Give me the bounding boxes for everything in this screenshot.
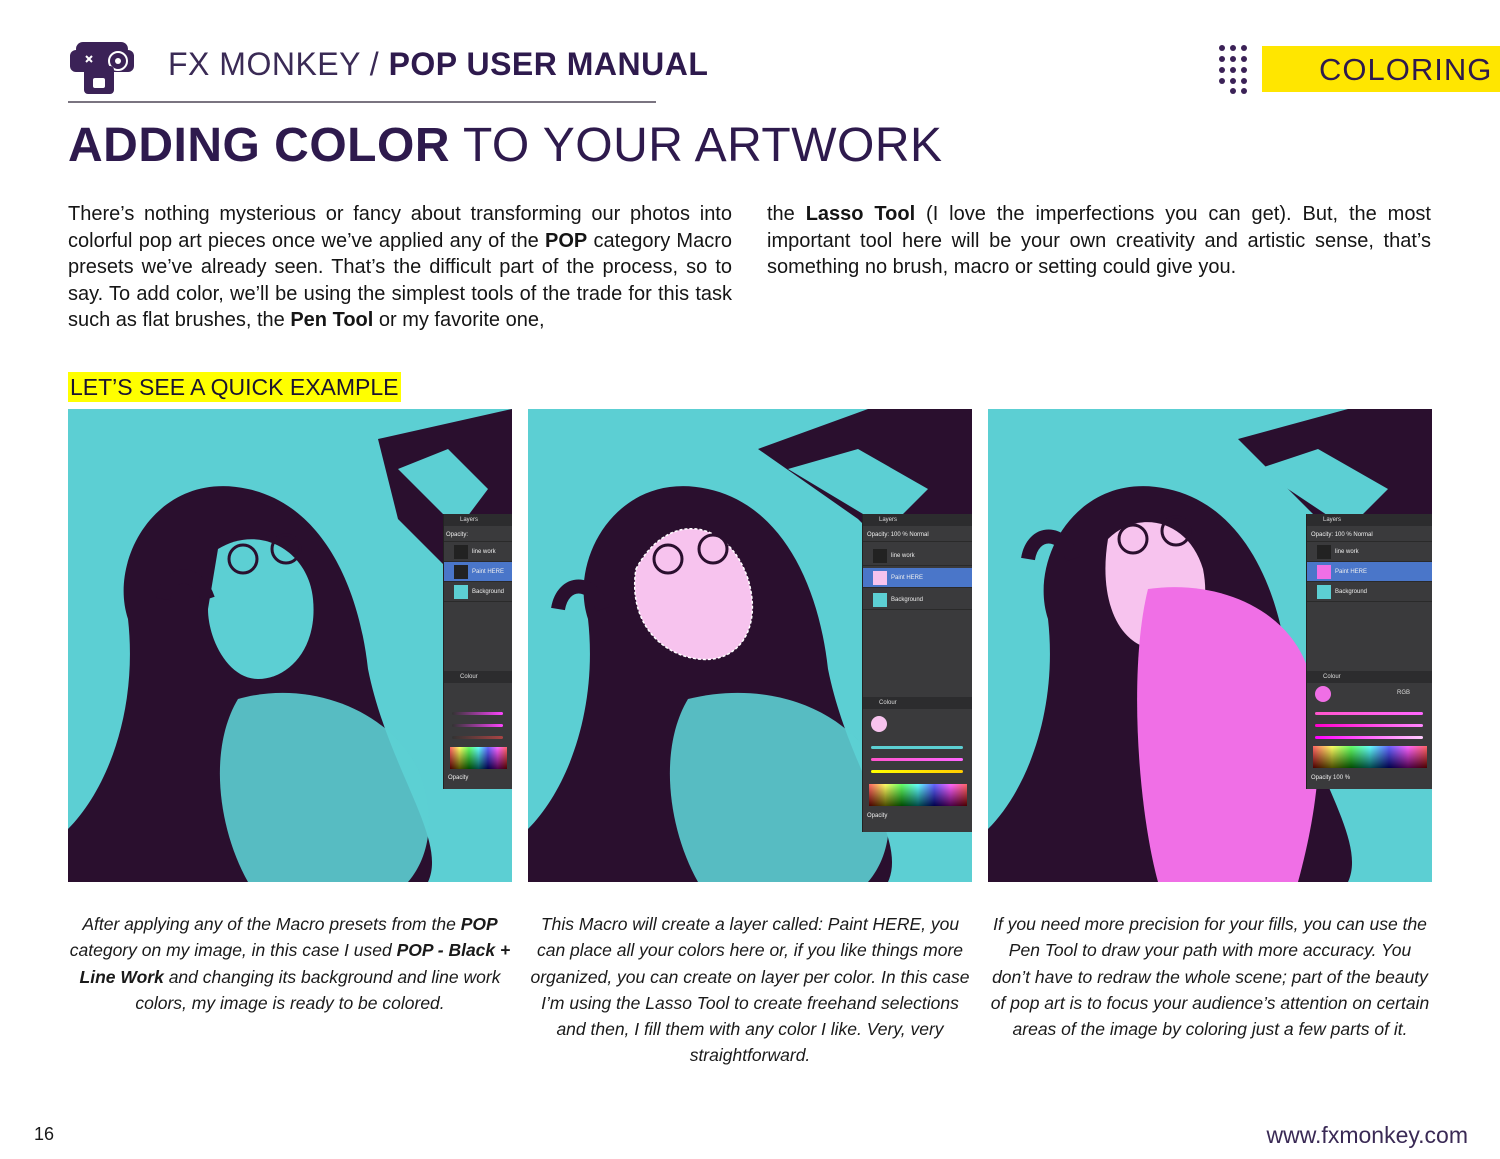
blue-slider[interactable] — [871, 770, 963, 773]
layer-thumbnail — [1317, 585, 1331, 599]
dot-grid-decoration — [1218, 44, 1256, 94]
section-tag — [1262, 46, 1500, 92]
green-slider[interactable] — [452, 724, 503, 727]
tab-layers[interactable]: Layers — [863, 514, 972, 526]
blend-mode: Normal — [1353, 532, 1373, 538]
example-image-2 — [528, 409, 972, 882]
caption-text: category on my image, in this case I used — [69, 940, 397, 961]
layer-name: Background — [1335, 589, 1368, 595]
intro-text: category Macro presets we’ve already seen. That’s the difficult part of the process, so to say. To add color, we’ll be using the simplest tools of the trade for this task such as flat brushes, the — [68, 229, 732, 331]
layer-line-work[interactable] — [1307, 542, 1432, 562]
layer-name: line work — [1335, 549, 1359, 555]
intro-text: There’s nothing mysterious or fancy about transforming our photos into colorful pop art pieces once we’ve applied any of the — [68, 203, 732, 252]
layer-name: Background — [891, 597, 924, 603]
layer-background[interactable] — [444, 582, 512, 602]
tab-colour[interactable]: Colour — [444, 671, 512, 683]
brand-manual-title: POP USER MANUAL — [388, 46, 709, 82]
tab-layers[interactable]: Layers — [1307, 514, 1432, 526]
opacity-value-2: 100 % — [1333, 775, 1351, 781]
intro-bold-pop: POP — [545, 229, 588, 252]
opacity-row[interactable] — [1307, 528, 1432, 542]
header-divider — [68, 101, 656, 103]
section-tag-label: COLORING — [1319, 52, 1493, 87]
opacity-value: 100 % — [890, 532, 908, 538]
green-slider[interactable] — [871, 758, 963, 761]
page-title-bold: ADDING COLOR — [68, 119, 450, 172]
blue-slider[interactable] — [1315, 736, 1423, 739]
blend-mode: Normal — [909, 532, 929, 538]
brand-header — [168, 46, 708, 83]
tab-layers[interactable]: Layers — [444, 514, 512, 526]
layer-thumbnail — [1317, 565, 1331, 579]
layer-line-work[interactable] — [863, 546, 972, 566]
tab-colour[interactable]: Colour — [863, 697, 972, 709]
caption-3: If you need more precision for your fills, you can use the Pen Tool to draw your path with more accuracy. You don’t have to redraw the whole scene; part of the beauty of pop art is to focus your audience’s attention on certain areas of the image by coloring just a few parts of it. — [990, 914, 1430, 1040]
colour-swatch[interactable] — [1315, 686, 1331, 702]
opacity-label-2: Opacity — [1311, 775, 1332, 781]
blue-slider[interactable] — [452, 736, 503, 739]
layer-paint-here[interactable] — [1307, 562, 1432, 582]
caption-bold: POP - Black + Line Work — [79, 940, 511, 987]
colour-spectrum[interactable] — [1313, 746, 1427, 768]
layer-name: Paint HERE — [472, 569, 505, 575]
intro-column-2 — [767, 201, 1431, 281]
intro-column-1 — [68, 201, 732, 334]
caption-2: This Macro will create a layer called: Paint HERE, you can place all your colors here or, if you like things more organized, you can create on layer per color. In this case I’m using the Lasso Tool to create freehand selections and then, I fill them with any color I like. Very, very straightforward. — [530, 914, 970, 1066]
red-slider[interactable] — [452, 712, 503, 715]
opacity-row[interactable] — [863, 528, 972, 542]
colour-spectrum[interactable] — [450, 747, 507, 769]
layer-name: Paint HERE — [891, 575, 924, 581]
caption-1 — [68, 911, 512, 1016]
layer-name: Background — [472, 589, 505, 595]
example-image-1 — [68, 409, 512, 882]
green-slider[interactable] — [1315, 724, 1423, 727]
opacity-label-2: Opacity — [867, 813, 888, 819]
layer-thumbnail — [873, 549, 887, 563]
tab-colour[interactable]: Colour — [1307, 671, 1432, 683]
colour-mode[interactable]: RGB — [1397, 690, 1411, 696]
layer-background[interactable] — [863, 590, 972, 610]
subheading: LET’S SEE A QUICK EXAMPLE — [70, 374, 399, 400]
layer-paint-here[interactable] — [863, 568, 972, 588]
intro-text: (I love the imperfections you can get). But, the most important tool here will be your own creativity and artistic sense, that’s something no brush, macro or setting could give you. — [767, 203, 1431, 278]
page-number: 16 — [34, 1124, 55, 1144]
page-title — [68, 118, 943, 173]
layers-panel — [443, 514, 512, 789]
brand-prefix: FX MONKEY / — [168, 46, 380, 82]
layer-background[interactable] — [1307, 582, 1432, 602]
layer-name: line work — [891, 553, 915, 559]
opacity-label: Opacity: — [444, 528, 512, 542]
caption-text: After applying any of the Macro presets from the — [82, 914, 461, 934]
layer-paint-here[interactable] — [444, 562, 512, 582]
intro-text: the — [767, 203, 806, 225]
intro-text: or my favorite one, — [373, 309, 545, 331]
intro-bold-pen-tool: Pen Tool — [290, 309, 374, 331]
layer-thumbnail — [873, 593, 887, 607]
colour-swatch[interactable] — [871, 716, 887, 732]
layers-panel — [862, 514, 972, 832]
opacity-value: 100 % — [1334, 532, 1352, 538]
fx-monkey-logo — [68, 40, 136, 96]
layer-thumbnail — [1317, 545, 1331, 559]
opacity-label-2: Opacity — [448, 775, 469, 781]
opacity-label: Opacity: — [867, 532, 890, 538]
layer-line-work[interactable] — [444, 542, 512, 562]
caption-text: and changing its background and line work colors, my image is ready to be colored. — [135, 966, 501, 1013]
page-title-rest: TO YOUR ARTWORK — [449, 119, 943, 172]
layers-panel — [1306, 514, 1432, 789]
layer-name: Paint HERE — [1335, 569, 1368, 575]
opacity-label: Opacity: — [1311, 532, 1334, 538]
layer-name: line work — [472, 549, 496, 555]
website-link[interactable]: www.fxmonkey.com — [1266, 1122, 1468, 1148]
opacity-row-2[interactable] — [1307, 772, 1432, 784]
red-slider[interactable] — [1315, 712, 1423, 715]
intro-bold-lasso-tool: Lasso Tool — [805, 203, 916, 225]
layer-thumbnail — [454, 585, 468, 599]
caption-bold: POP — [460, 914, 498, 934]
layer-thumbnail — [454, 565, 468, 579]
red-slider[interactable] — [871, 746, 963, 749]
example-image-3 — [988, 409, 1432, 882]
layer-thumbnail — [454, 545, 468, 559]
layer-thumbnail — [873, 571, 887, 585]
colour-spectrum[interactable] — [869, 784, 967, 806]
